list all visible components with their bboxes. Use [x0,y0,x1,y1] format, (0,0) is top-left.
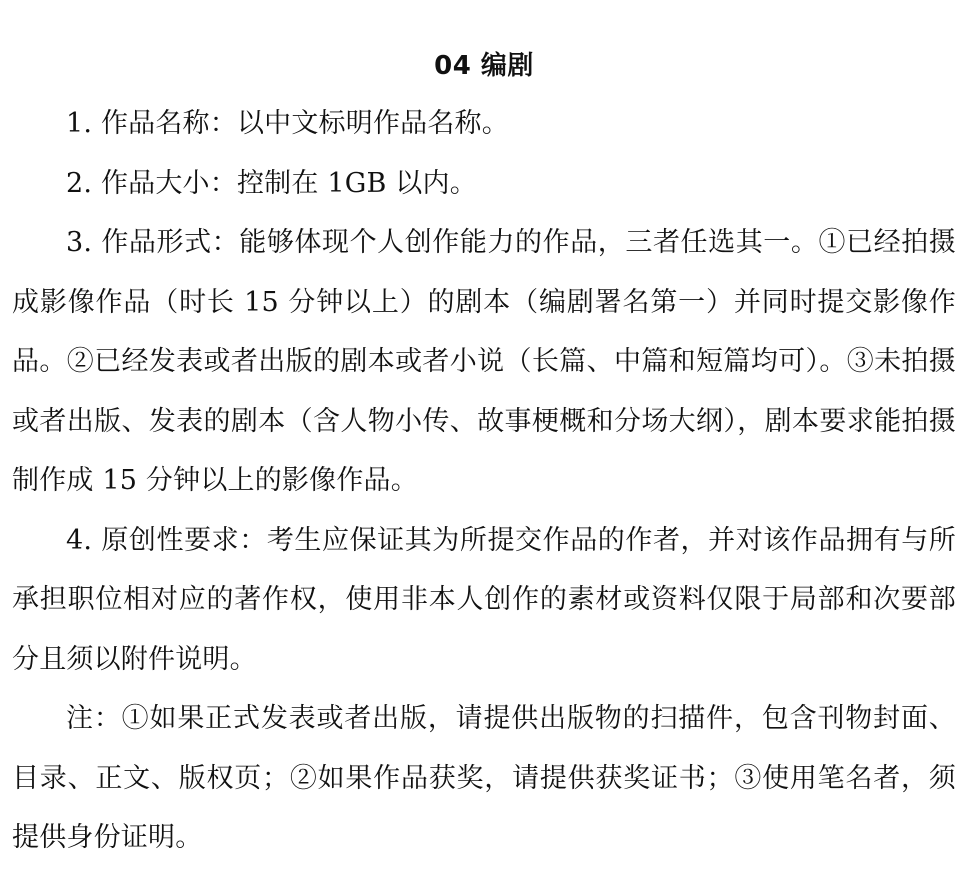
paragraph-work-size: 2. 作品大小：控制在 1GB 以内。 [66,167,477,199]
paragraph-originality: 4. 原创性要求：考生应保证其为所提交作品的作者，并对该作品拥有与所承担职位相对应的著作权，使用非本人创作的素材或资料仅限于局部和次要部分且须以附件说明。 [12,524,956,675]
section-title: 04 编剧 [434,51,534,81]
paragraph-work-form: 3. 作品形式：能够体现个人创作能力的作品，三者任选其一。①已经拍摄成影像作品（时长 15 分钟以上）的剧本（编剧署名第一）并同时提交影像作品。②已经发表或者出版的剧本或者小说（长篇、中篇和短篇均可）。③未拍摄或者出版、发表的剧本（含人物小传、故事梗概和分场大纲），剧本要求能拍摄制作成 15 分钟以上的影像作品。 [12,227,956,496]
document-body [12,46,956,868]
paragraph-note: 注：①如果正式发表或者出版，请提供出版物的扫描件，包含刊物封面、目录、正文、版权页；②如果作品获奖，请提供获奖证书；③使用笔名者，须提供身份证明。 [12,703,956,853]
paragraph-work-name: 1. 作品名称：以中文标明作品名称。 [66,108,509,139]
